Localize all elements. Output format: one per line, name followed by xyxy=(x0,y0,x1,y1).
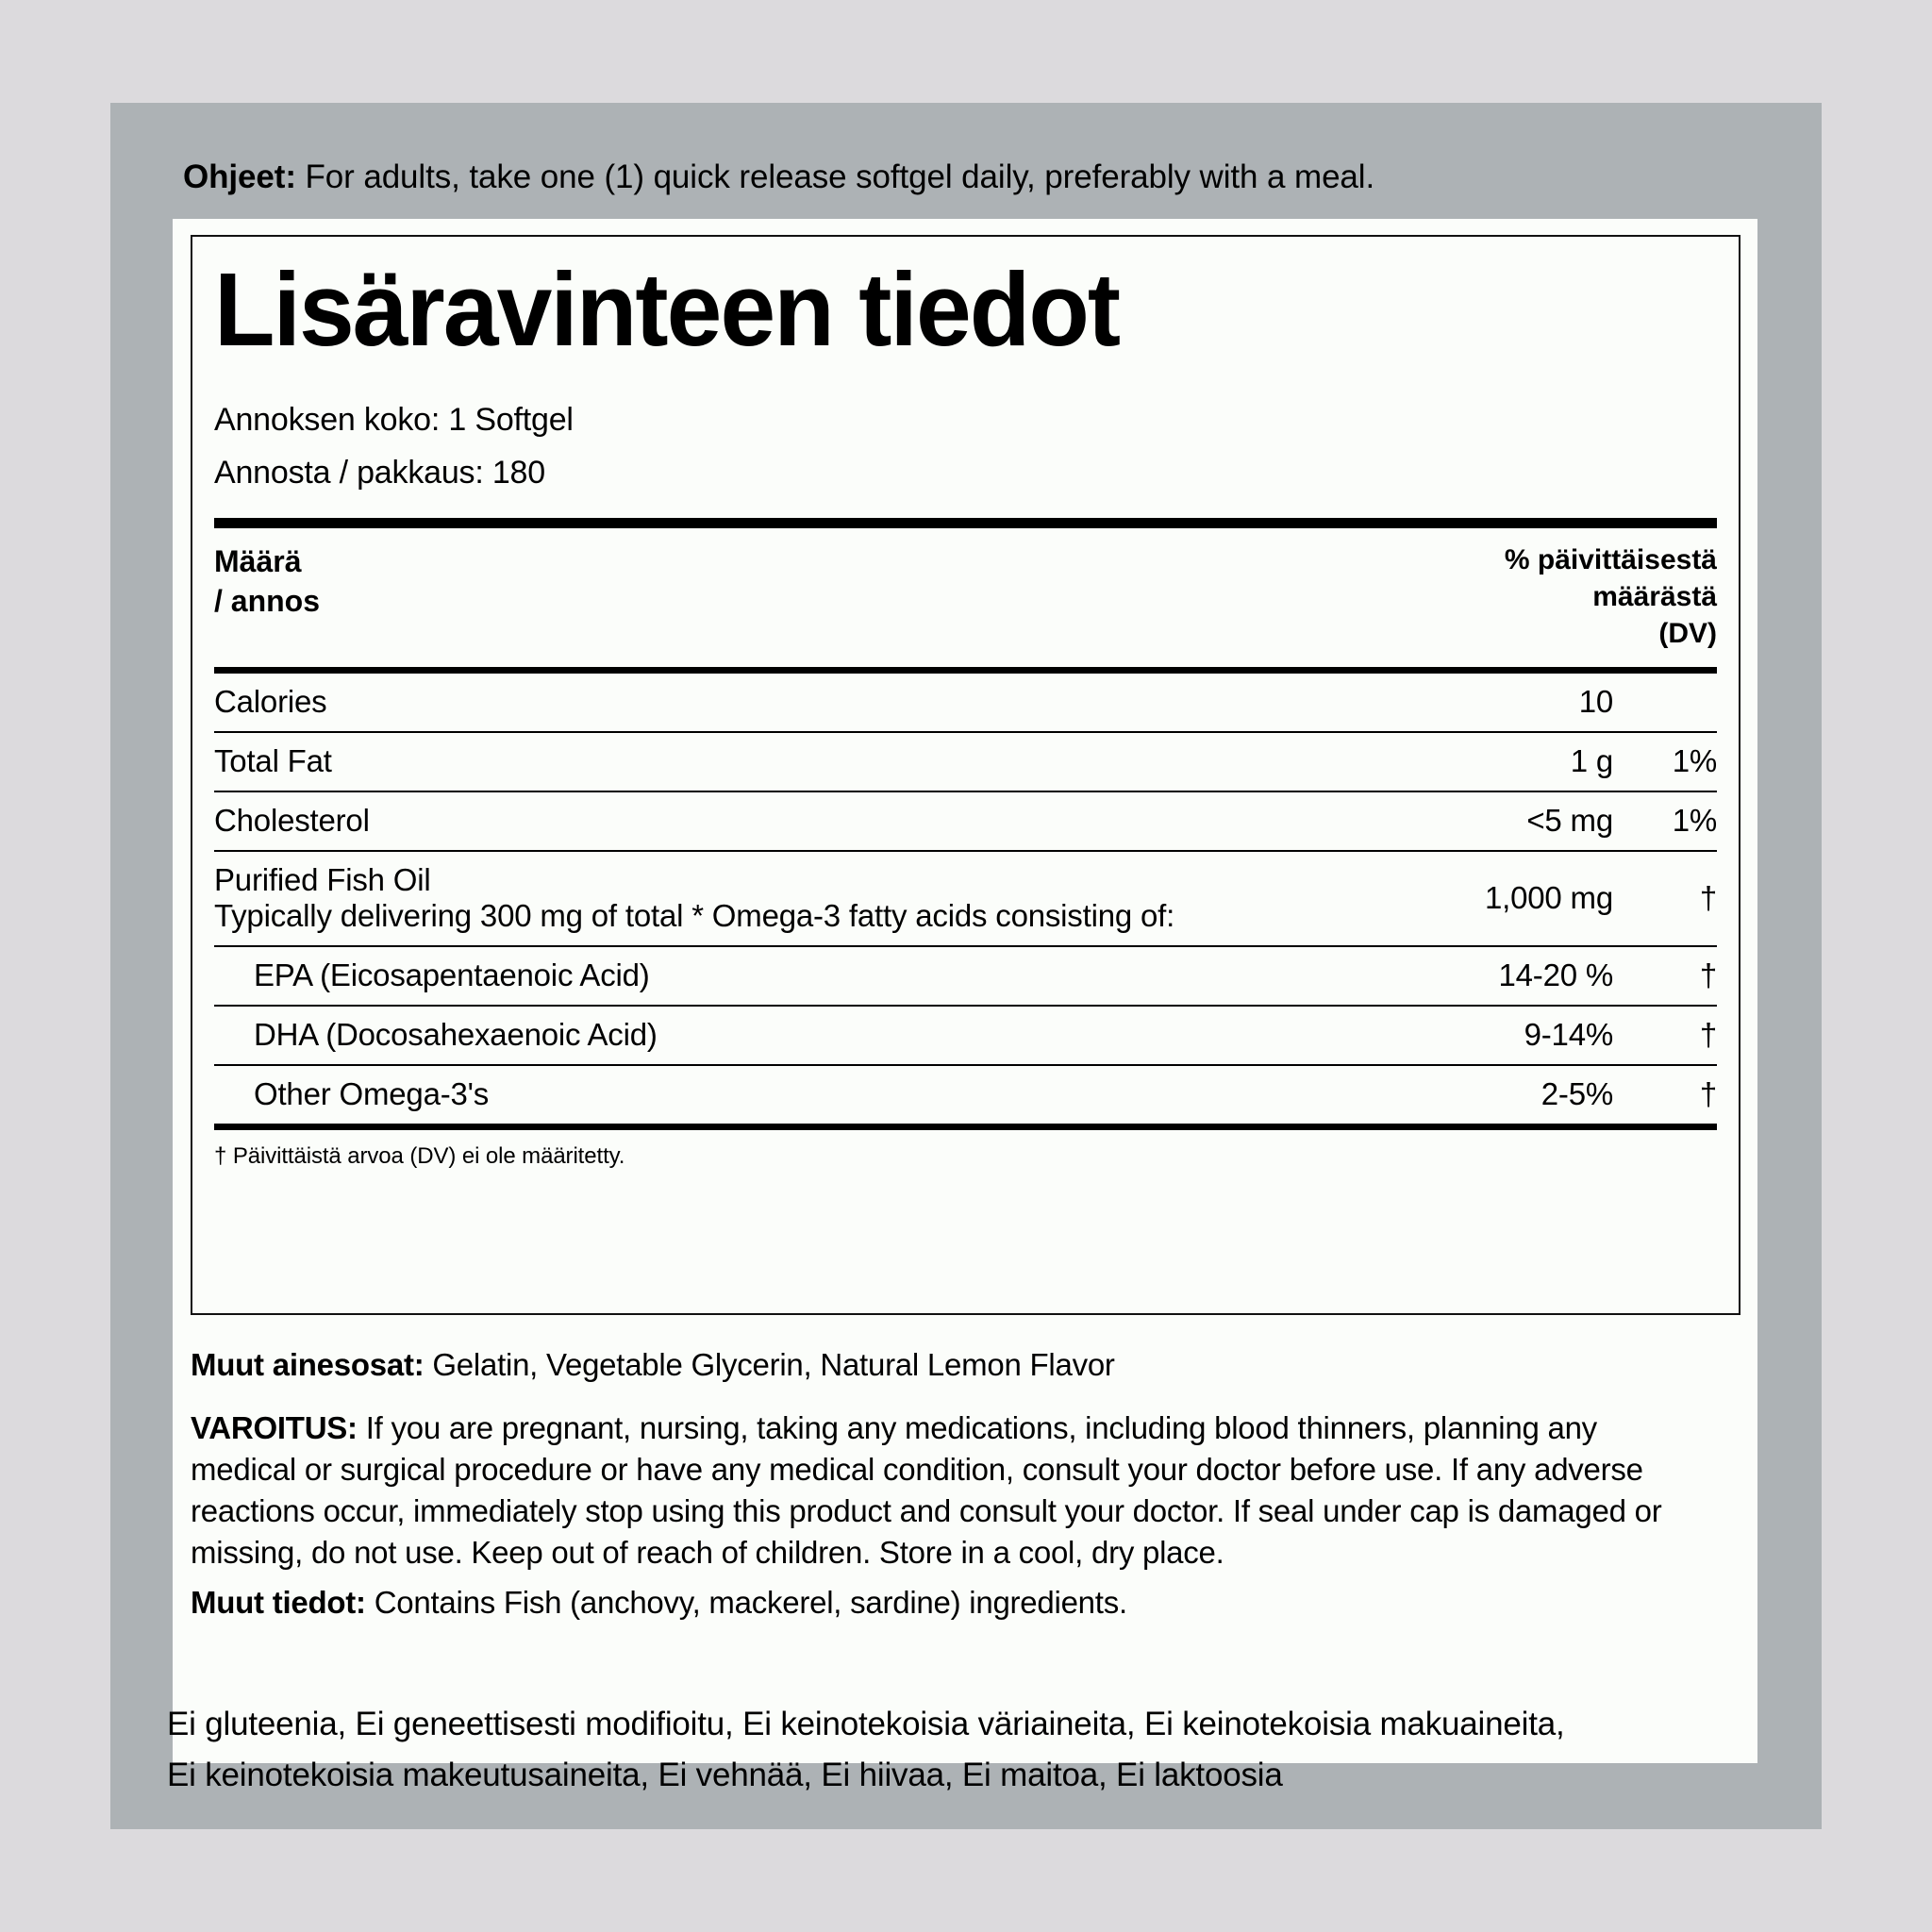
nutrient-amount: 1,000 mg xyxy=(1340,851,1613,946)
serving-size: Annoksen koko: 1 Softgel xyxy=(214,402,574,439)
table-row xyxy=(214,674,1717,732)
nutrient-name: Calories xyxy=(214,674,1340,732)
warning-label: VAROITUS: xyxy=(191,1410,358,1445)
table-row xyxy=(214,1065,1717,1124)
nutrient-daily-value: † xyxy=(1613,1006,1717,1065)
nutrient-amount: 2-5% xyxy=(1541,1075,1613,1111)
directions-line xyxy=(183,157,1787,198)
column-header-dv xyxy=(1505,541,1717,652)
warning-text: If you are pregnant, nursing, taking any medications, including blood thinners, planning any medical or surgical procedure or have any medical condition, consult your doctor before use. If any adverse reactions occur, immediately stop using this product and consult your doctor. If seal under cap is damaged or missing, do not use. Keep out of reach of children. Store in a cool, dry place. xyxy=(191,1410,1662,1570)
footer-claims xyxy=(167,1699,1771,1802)
page-title: Lisäravinteen tiedot xyxy=(214,252,1120,368)
nutrient-name: EPA (Eicosapentaenoic Acid) xyxy=(214,946,1340,1006)
nutrient-daily-value: 1% xyxy=(1613,732,1717,791)
servings-per-container: Annosta / pakkaus: 180 xyxy=(214,455,545,491)
supplement-facts-box xyxy=(191,235,1740,1315)
other-ingredients xyxy=(191,1344,1700,1386)
nutrient-daily-value: † xyxy=(1613,851,1717,946)
nutrient-amount: 9-14% xyxy=(1340,1006,1613,1065)
nutrient-name: DHA (Docosahexaenoic Acid) xyxy=(214,1006,1340,1065)
nutrient-daily-value: 1% xyxy=(1613,791,1717,851)
directions-text: For adults, take one (1) quick release softgel daily, preferably with a meal. xyxy=(305,158,1375,195)
footer-claims-line-1: Ei gluteenia, Ei geneettisesti modifioitu, Ei keinotekoisia väriaineita, Ei keinotekoisia makuaineita, xyxy=(167,1706,1565,1742)
nutrient-amount: 1 g xyxy=(1340,732,1613,791)
rule-below-headers xyxy=(214,667,1717,674)
column-header-amount-line1: Määrä xyxy=(214,543,302,578)
nutrient-amount: 10 xyxy=(1340,674,1613,732)
column-header-dv-line1: % päivittäisestä xyxy=(1504,543,1717,575)
nutrient-name: Cholesterol xyxy=(214,791,1340,851)
nutrient-daily-value: † xyxy=(1613,946,1717,1006)
nutrient-amount: <5 mg xyxy=(1340,791,1613,851)
table-row xyxy=(214,946,1717,1006)
other-information-label: Muut tiedot: xyxy=(191,1585,366,1620)
nutrition-table xyxy=(214,674,1717,1124)
nutrient-name: Purified Fish Oil Typically delivering 300 mg of total * Omega-3 fatty acids consisting of: xyxy=(214,851,1340,946)
directions-label: Ohjeet: xyxy=(183,158,296,195)
column-header-dv-line2: määrästä xyxy=(1592,580,1717,612)
supplement-facts-card xyxy=(173,219,1757,1763)
nutrient-name: Total Fat xyxy=(214,732,1340,791)
nutrient-daily-value: † xyxy=(1699,1075,1717,1111)
rule-thick-top xyxy=(214,518,1717,528)
other-information xyxy=(191,1582,1700,1624)
daily-value-footnote: † Päivittäistä arvoa (DV) ei ole määritetty. xyxy=(214,1142,625,1169)
nutrient-amount: 14-20 % xyxy=(1340,946,1613,1006)
other-ingredients-text: Gelatin, Vegetable Glycerin, Natural Lemon Flavor xyxy=(432,1347,1115,1382)
table-row xyxy=(214,732,1717,791)
footer-claims-line-2: Ei keinotekoisia makeutusaineita, Ei vehnää, Ei hiivaa, Ei maitoa, Ei laktoosia xyxy=(167,1757,1283,1794)
column-header-dv-line3: (DV) xyxy=(1658,617,1717,649)
table-row xyxy=(214,1006,1717,1065)
warning-paragraph xyxy=(191,1407,1700,1574)
nutrient-daily-value xyxy=(1613,674,1717,732)
other-information-text: Contains Fish (anchovy, mackerel, sardine) ingredients. xyxy=(374,1585,1127,1620)
column-header-amount xyxy=(214,541,320,621)
table-row xyxy=(214,851,1717,946)
table-row xyxy=(214,791,1717,851)
rule-above-footnote xyxy=(214,1124,1717,1130)
column-headers xyxy=(214,528,1717,667)
gray-panel xyxy=(110,103,1822,1829)
nutrient-name: Other Omega-3's xyxy=(254,1075,490,1111)
nutrient-subnote: Typically delivering 300 mg of total * Omega-3 fatty acids consisting of: xyxy=(214,897,1175,933)
other-ingredients-label: Muut ainesosat: xyxy=(191,1347,425,1382)
column-header-amount-line2: / annos xyxy=(214,584,321,619)
